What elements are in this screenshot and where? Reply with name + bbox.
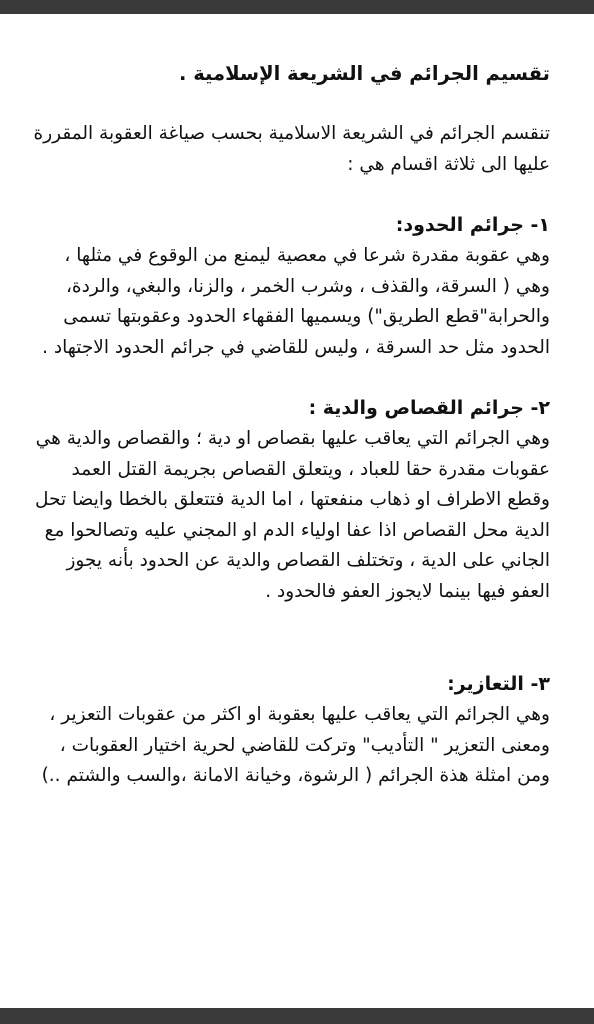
section-heading: ٣- التعازير:: [447, 673, 550, 695]
section-body: وهي الجرائم التي يعاقب عليها بقصاص او دية ؛ والقصاص والدية هي عقوبات مقدرة حقا للعباد ، ويتعلق القصاص بجريمة القتل العمد وقطع الاطراف او ذهاب منفعتها ، اما الدية فتتعلق بالخطا وايضا تحل الدية محل القصاص اذا عفا اولياء الدم او المجني عليه وتصالحوا مع الجاني على الدية ، وتختلف القصاص والدية عن الحدود بأنه يجوز العفو فيها بينما لايجوز العفو فالحدود .: [35, 428, 550, 602]
document-page: [0, 14, 594, 1008]
section-hudud: [30, 210, 550, 363]
document-title: تقسيم الجرائم في الشريعة الإسلامية .: [179, 62, 550, 85]
section-body: وهي الجرائم التي يعاقب عليها بعقوبة او اكثر من عقوبات التعزير ، ومعنى التعزير " التأديب" وتركت للقاضي لحرية اختيار العقوبات ، ومن امثلة هذة الجرائم ( الرشوة، وخيانة الامانة ،والسب والشتم ..): [41, 704, 550, 786]
section-body: وهي عقوبة مقدرة شرعا في معصية ليمنع من الوقوع في مثلها ، وهي ( السرقة، والقذف ، وشرب الخمر ، والزنا، والبغي، والردة، والحرابة"قطع الطريق") ويسميها الفقهاء الحدود وعقوبتها تسمى الحدود مثل حد السرقة ، وليس للقاضي في جرائم الحدود الاجتهاد .: [42, 245, 550, 358]
section-heading: ١- جرائم الحدود:: [395, 214, 550, 236]
intro-paragraph: تنقسم الجرائم في الشريعة الاسلامية بحسب صياغة العقوبة المقررة عليها الى ثلاثة اقسام هي :: [33, 123, 550, 175]
section-qisas: [30, 393, 550, 607]
section-tazir: [30, 669, 550, 792]
section-heading: ٢- جرائم القصاص والدية :: [308, 397, 550, 419]
